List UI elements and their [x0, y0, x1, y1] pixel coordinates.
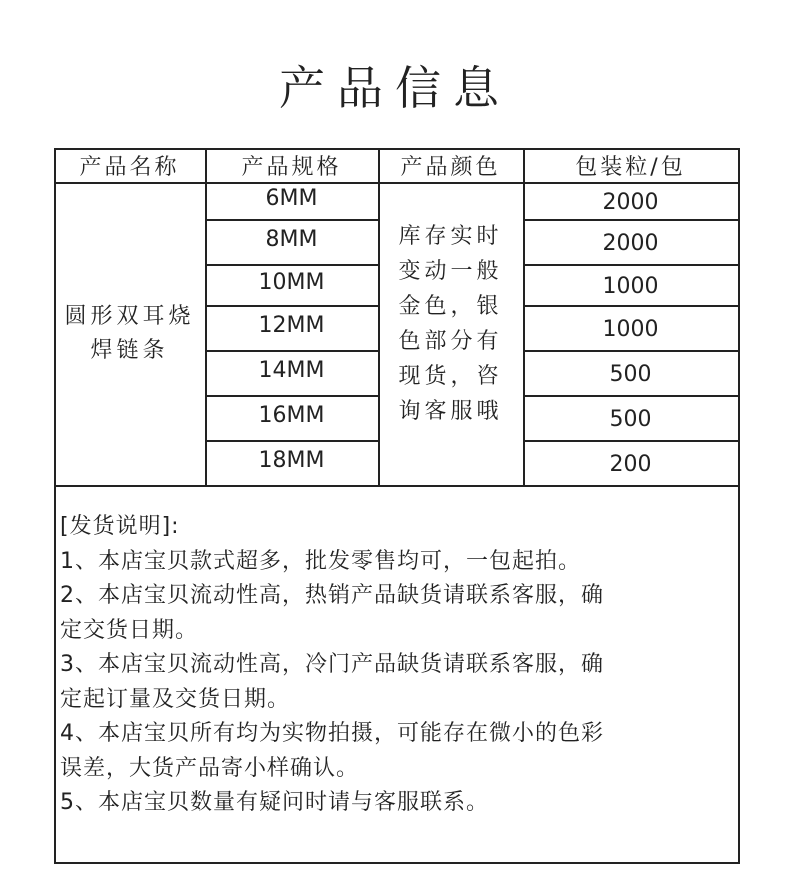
header-name: 产品名称	[79, 154, 180, 180]
quantity-cell: 2000	[602, 231, 659, 256]
spec-cell: 10MM	[258, 270, 325, 295]
spec-cell: 12MM	[258, 313, 325, 338]
spec-cell: 16MM	[258, 403, 325, 428]
quantity-cell: 1000	[602, 274, 659, 299]
color-line: 色部分有	[398, 328, 503, 354]
spec-cell: 6MM	[265, 186, 318, 211]
spec-cell: 18MM	[258, 448, 325, 473]
notes-line: 2、本店宝贝流动性高，热销产品缺货请联系客服，确	[60, 583, 604, 608]
spec-cell: 8MM	[265, 227, 318, 252]
product-color-cell	[378, 182, 523, 465]
notes-line: 定起订量及交货日期。	[60, 686, 291, 712]
notes-line: 误差，大货产品寄小样确认。	[60, 755, 360, 781]
quantity-cell: 500	[609, 362, 652, 387]
notes-line: 3、本店宝贝流动性高，冷门产品缺货请联系客服，确	[60, 652, 604, 677]
table-border	[54, 862, 740, 864]
quantity-cell: 2000	[602, 190, 659, 215]
table-border	[738, 148, 740, 862]
header-quantity: 包装粒/包	[575, 154, 686, 180]
quantity-cell: 500	[609, 407, 652, 432]
product-name-line: 圆形双耳烧	[64, 303, 195, 329]
quantity-cell: 1000	[602, 317, 659, 342]
color-line: 询客服哦	[398, 398, 503, 424]
notes-line: 1、本店宝贝款式超多，批发零售均可，一包起拍。	[60, 548, 581, 574]
product-name-line: 焊链条	[90, 337, 169, 363]
product-name-cell	[54, 182, 205, 485]
color-line: 库存实时	[398, 223, 503, 249]
color-line: 现货，咨	[398, 363, 503, 389]
color-line: 金色，银	[398, 293, 503, 319]
spec-cell: 14MM	[258, 358, 325, 383]
page-title: 产品信息	[279, 61, 511, 115]
color-line: 变动一般	[398, 258, 503, 284]
header-spec: 产品规格	[241, 154, 342, 180]
shipping-notes	[60, 510, 730, 821]
notes-line: [发货说明]:	[60, 514, 180, 539]
header-color: 产品颜色	[400, 154, 501, 180]
quantity-cell: 200	[609, 452, 652, 477]
notes-line: 定交货日期。	[60, 617, 199, 643]
notes-line: 5、本店宝贝数量有疑问时请与客服联系。	[60, 790, 489, 815]
notes-line: 4、本店宝贝所有均为实物拍摄，可能存在微小的色彩	[60, 721, 604, 746]
